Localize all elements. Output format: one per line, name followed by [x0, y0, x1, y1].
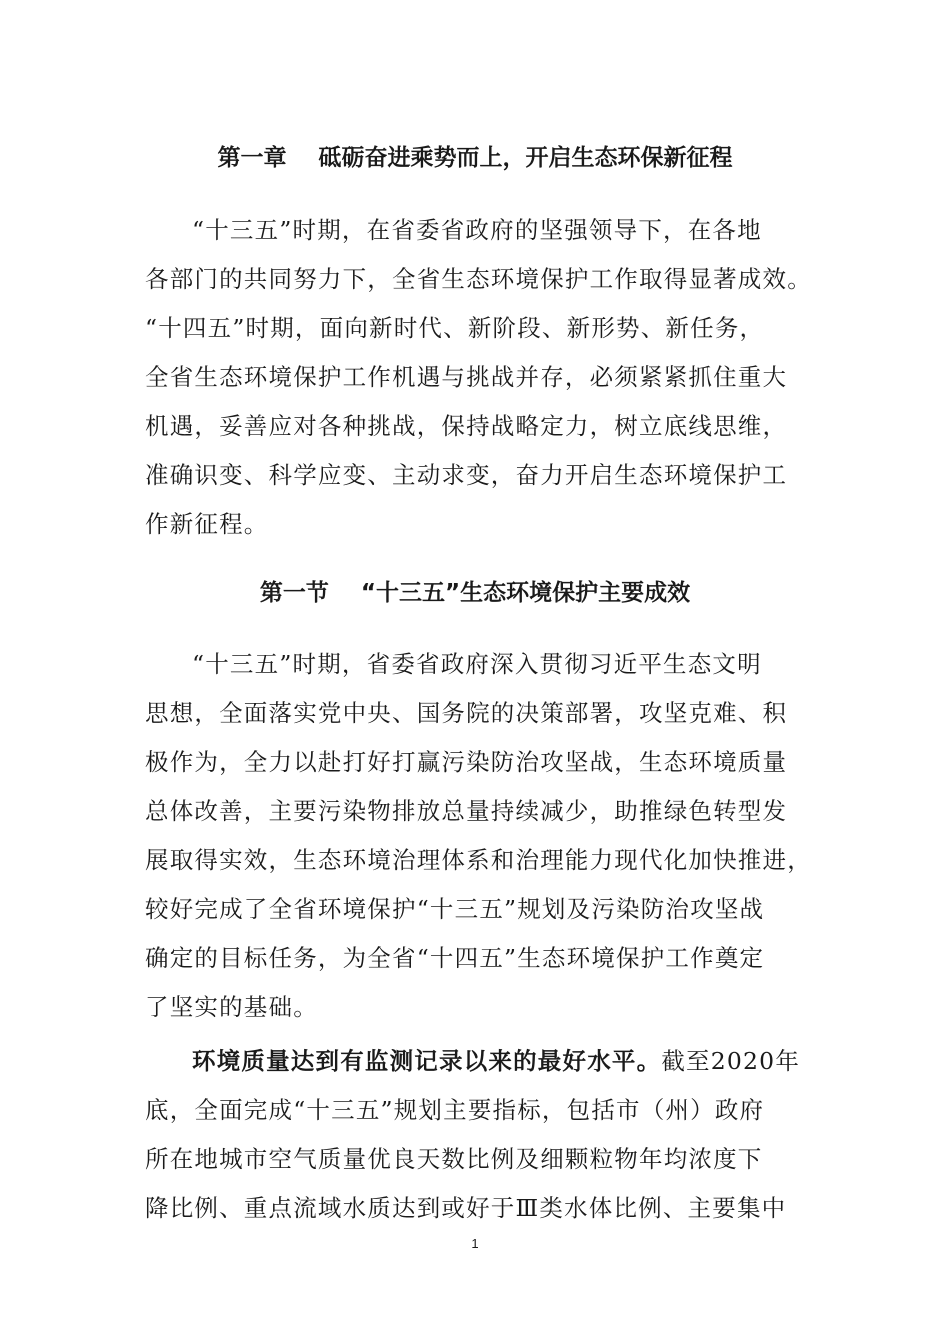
intro-line: 全省生态环境保护工作机遇与挑战并存，必须紧紧抓住重大: [145, 363, 788, 391]
paragraph-line: 较好完成了全省环境保护“十三五”规划及污染防治攻坚战: [145, 895, 765, 923]
section-title: 第一节 “十三五”生态环境保护主要成效: [259, 580, 691, 606]
paragraph-line: 了坚实的基础。: [145, 993, 318, 1021]
paragraph-line: 底，全面完成“十三五”规划主要指标，包括市（州）政府: [145, 1096, 765, 1124]
intro-line: 机遇，妥善应对各种挑战，保持战略定力，树立底线思维，: [145, 412, 788, 440]
paragraph-lead-text: 截至2020年: [661, 1047, 801, 1075]
chapter-title: 第一章 砥砺奋进乘势而上，开启生态环保新征程: [217, 145, 733, 171]
page-number: 1: [471, 1236, 479, 1251]
intro-line: “十四五”时期，面向新时代、新阶段、新形势、新任务，: [145, 314, 765, 342]
paragraph-line: 极作为，全力以赴打好打赢污染防治攻坚战，生态环境质量: [145, 748, 788, 776]
intro-line: 各部门的共同努力下，全省生态环境保护工作取得显著成效。: [145, 265, 812, 293]
paragraph-lead-heading: 环境质量达到有监测记录以来的最好水平。: [192, 1047, 662, 1075]
intro-line: 准确识变、科学应变、主动求变，奋力开启生态环境保护工: [145, 461, 788, 489]
intro-line: “十三五”时期，在省委省政府的坚强领导下，在各地: [192, 216, 762, 244]
paragraph-line: 思想，全面落实党中央、国务院的决策部署，攻坚克难、积: [145, 699, 788, 727]
paragraph-line: 展取得实效，生态环境治理体系和治理能力现代化加快推进，: [145, 846, 812, 874]
paragraph-lead-line: [192, 1043, 810, 1079]
paragraph-line: 降比例、重点流域水质达到或好于Ⅲ类水体比例、主要集中: [145, 1194, 787, 1222]
paragraph-line: 确定的目标任务，为全省“十四五”生态环境保护工作奠定: [145, 944, 765, 972]
paragraph-line: 总体改善，主要污染物排放总量持续减少，助推绿色转型发: [145, 797, 788, 825]
intro-line: 作新征程。: [145, 510, 269, 538]
paragraph-line: 所在地城市空气质量优良天数比例及细颗粒物年均浓度下: [145, 1145, 763, 1173]
paragraph-line: “十三五”时期，省委省政府深入贯彻习近平生态文明: [192, 650, 762, 678]
